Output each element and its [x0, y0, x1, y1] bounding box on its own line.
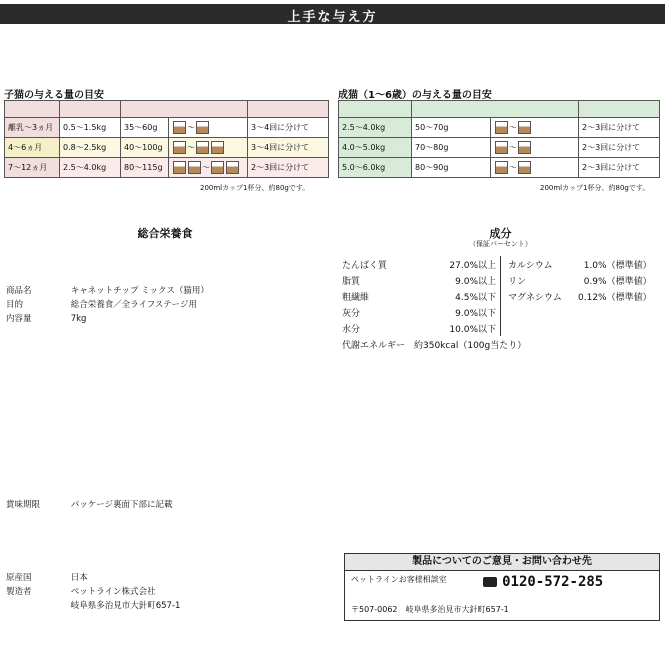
list-item — [6, 585, 336, 599]
analysis-title: 成分 — [489, 227, 512, 240]
puppy-weight: 0.5〜1.5kg — [60, 118, 121, 138]
nutrient-name: マグネシウム — [508, 292, 562, 303]
adult-table-title: 成猫（1〜6歳）の与える量の目安 — [338, 90, 492, 101]
footnotes — [6, 621, 336, 661]
puppy-th-age — [5, 101, 60, 118]
contact-postal: 〒507-0062 岐阜県多治見市大針町657-1 — [351, 605, 509, 614]
cup-icon — [518, 121, 531, 134]
maker-value: ペットライン株式会社 — [70, 587, 156, 597]
energy-line: 代謝エネルギー 約350kcal（100g当たり） — [342, 341, 527, 351]
nutrient-value: 9.0%以下 — [420, 304, 501, 320]
nutrient-value: 9.0%以上 — [420, 272, 501, 288]
adult-times: 2〜3回に分けて — [579, 138, 660, 158]
cup-icon — [196, 121, 209, 134]
puppy-weight: 2.5〜4.0kg — [60, 158, 121, 178]
feeding-instructions — [6, 28, 658, 78]
puppy-weight: 0.8〜2.5kg — [60, 138, 121, 158]
table-row — [5, 138, 329, 158]
product-info — [6, 284, 336, 326]
puppy-amount: 80〜115g — [121, 158, 169, 178]
table-row — [338, 304, 501, 320]
nutrient-name: 灰分 — [342, 308, 361, 319]
header-band — [0, 4, 665, 24]
maker-label: 製造者 — [6, 587, 32, 597]
adult-th-times — [579, 101, 660, 118]
adult-amount: 50〜70g — [412, 118, 491, 138]
adult-times: 2〜3回に分けて — [579, 158, 660, 178]
contact-phone: 0120-572-285 — [502, 574, 604, 590]
general-nutrition-statement — [6, 240, 326, 274]
cup-icon — [211, 141, 224, 154]
expiry-value: パッケージ裏面下部に記載 — [70, 500, 173, 510]
cup-icon — [173, 161, 186, 174]
puppy-age: 離乳〜3ヵ月 — [5, 118, 60, 138]
table-row — [5, 158, 329, 178]
expiry-label: 賞味期限 — [6, 500, 41, 510]
puppy-times: 2〜3回に分けて — [248, 158, 329, 178]
puppy-th-amount — [121, 101, 248, 118]
puppy-feeding-table — [4, 100, 329, 178]
adult-times: 2〜3回に分けて — [579, 118, 660, 138]
analysis-table-right — [504, 256, 656, 304]
manufacturer-info — [6, 571, 336, 613]
puppy-cup-note: 200mlカップ1杯分、約80gです。 — [200, 184, 310, 192]
table-row — [338, 288, 501, 304]
ingredient-list — [70, 327, 330, 477]
adult-amount: 70〜80g — [412, 138, 491, 158]
puppy-times: 3〜4回に分けて — [248, 118, 329, 138]
cup-icons: 〜 — [491, 158, 579, 178]
puppy-amount: 40〜100g — [121, 138, 169, 158]
nutrient-name: カルシウム — [508, 260, 553, 271]
nutrient-name: 水分 — [342, 324, 361, 335]
contact-title: 製品についてのご意見・お問い合わせ先 — [345, 554, 659, 571]
nutrient-value: 27.0%以上 — [420, 256, 501, 272]
puppy-th-weight — [60, 101, 121, 118]
origin-value: 日本 — [70, 573, 88, 583]
adult-amount: 80〜90g — [412, 158, 491, 178]
cup-icon — [226, 161, 239, 174]
cup-icons: 〜 — [168, 158, 247, 178]
table-row — [339, 158, 660, 178]
cup-icon — [495, 141, 508, 154]
cup-icons: 〜 — [491, 118, 579, 138]
storage-instructions — [70, 513, 330, 567]
product-purpose: 総合栄養食／全ライフステージ用 — [70, 300, 198, 310]
product-contents: 7kg — [70, 314, 87, 324]
nutrient-value: 10.0%以下 — [420, 320, 501, 336]
table-row — [338, 320, 501, 336]
origin-label: 原産国 — [6, 573, 32, 583]
puppy-th-times — [248, 101, 329, 118]
cup-icon — [173, 141, 186, 154]
nutrient-value: 1.0%（標準値） — [583, 260, 652, 271]
general-nutrition-title: 総合栄養食 — [137, 227, 193, 240]
cup-icon — [495, 121, 508, 134]
product-label: 内容量 — [6, 314, 32, 324]
nutrient-value: 0.12%（標準値） — [578, 292, 652, 303]
contact-box — [344, 553, 660, 621]
cup-icon — [518, 141, 531, 154]
adult-cup-note: 200mlカップ1杯分、約80gです。 — [540, 184, 650, 192]
cup-icons: 〜 — [168, 118, 247, 138]
cup-icons: 〜 — [491, 138, 579, 158]
list-item — [6, 571, 336, 585]
product-label: 商品名 — [6, 286, 32, 296]
adult-weight: 4.0〜5.0kg — [339, 138, 412, 158]
table-row — [5, 118, 329, 138]
list-item — [6, 599, 336, 613]
adult-feeding-table — [338, 100, 660, 178]
table-row — [339, 138, 660, 158]
adult-weight: 2.5〜4.0kg — [339, 118, 412, 138]
maker-address: 岐阜県多治見市大針町657-1 — [70, 601, 181, 611]
contact-hours — [351, 590, 651, 602]
cup-icon — [495, 161, 508, 174]
product-notes — [342, 356, 660, 456]
nutrient-name: 脂質 — [342, 276, 361, 287]
puppy-times: 3〜4回に分けて — [248, 138, 329, 158]
puppy-age: 7〜12ヵ月 — [5, 158, 60, 178]
nutrient-name: たんぱく質 — [342, 260, 388, 271]
analysis-subtitle: （保証パーセント） — [469, 240, 532, 248]
nutrient-name: 粗繊維 — [342, 292, 370, 303]
cup-icon — [173, 121, 186, 134]
table-row — [339, 118, 660, 138]
contact-desk: ペットラインお客様相談室 — [351, 575, 447, 584]
adult-weight: 5.0〜6.0kg — [339, 158, 412, 178]
adult-th-weight — [339, 101, 412, 118]
list-item — [6, 312, 336, 326]
table-row — [504, 288, 656, 304]
phone-icon — [483, 577, 497, 587]
page-title: 上手な与え方 — [287, 10, 378, 25]
list-item — [6, 298, 336, 312]
table-row — [338, 272, 501, 288]
table-row — [504, 256, 656, 272]
cup-icon — [518, 161, 531, 174]
analysis-table-left — [338, 256, 501, 336]
cup-icons: 〜 — [168, 138, 247, 158]
list-item — [6, 284, 336, 298]
product-name: キャネットチップ ミックス（猫用） — [70, 286, 209, 296]
product-label: 目的 — [6, 300, 24, 310]
puppy-age: 4〜6ヵ月 — [5, 138, 60, 158]
nutrient-value: 4.5%以下 — [420, 288, 501, 304]
cup-icon — [188, 161, 201, 174]
adult-th-amount — [412, 101, 579, 118]
puppy-table-title: 子猫の与える量の目安 — [4, 90, 104, 101]
expiry-info — [6, 498, 336, 512]
table-row — [338, 256, 501, 272]
cup-icon — [196, 141, 209, 154]
cup-icon — [211, 161, 224, 174]
puppy-amount: 35〜60g — [121, 118, 169, 138]
table-row — [504, 272, 656, 288]
nutrient-value: 0.9%（標準値） — [583, 276, 652, 287]
nutrient-name: リン — [508, 276, 527, 287]
